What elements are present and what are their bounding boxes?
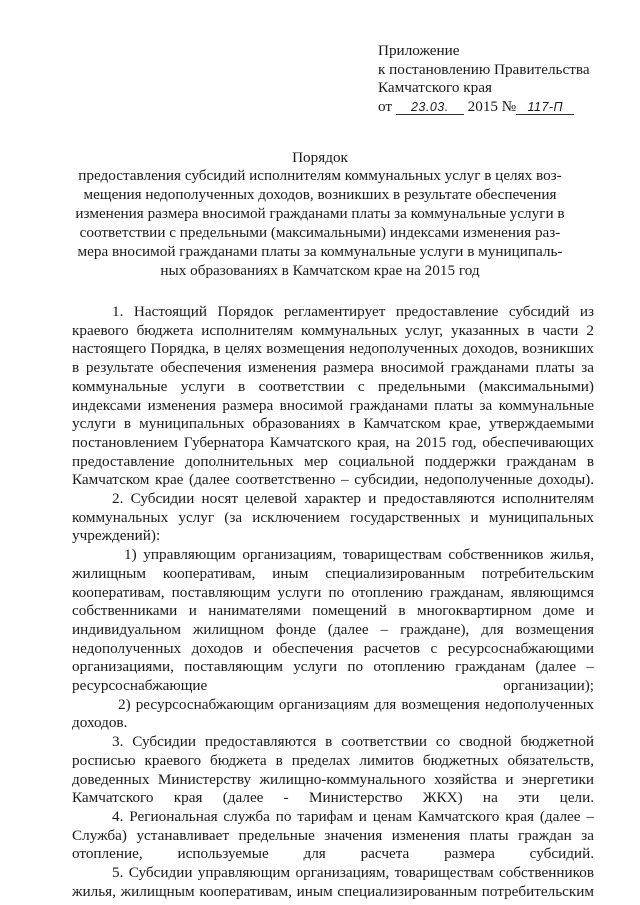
document-body [72,303,594,902]
number-field [516,100,574,115]
paragraph-2-item-2: 2) ресурсоснабжающим организациям для возмещения недополученных доходов. [72,695,594,732]
appendix-line-2: к постановлению Правительства [378,60,590,78]
subtitle-line: мера вносимой гражданами платы за коммунальные услуги в муниципаль- [77,243,563,260]
subtitle-line: предоставления субсидий исполнителям коммунальных услуг в целях воз- [78,167,562,184]
number-handwritten: 117-П [527,99,564,114]
appendix-header [378,42,590,116]
date-handwritten: 23.03. [410,99,449,114]
subtitle-line: изменения размера вносимой гражданами платы за коммунальные услуги в [75,205,565,222]
document-subtitle [30,166,610,280]
paragraph-5: 5. Субсидии управляющим организациям, товариществам собственников жилья, жилищным кооперативам, иным специализированным потребительским [72,864,594,900]
year: 2015 [467,97,498,115]
date-field [396,100,464,115]
date-prefix: от [378,97,393,115]
appendix-date-line [378,98,590,117]
appendix-line-1: Приложение [378,42,460,59]
document-title: Порядок [292,149,348,166]
appendix-line-3: Камчатского края [378,79,492,96]
paragraph-4: 4. Региональная служба по тарифам и ценам Камчатского края (далее – Служба) устанавливает предельные значения изменения платы граждан за отопление, используемые для расчета размера субсидий. [72,807,594,863]
number-sign: № [501,97,517,115]
subtitle-line: мещения недополученных доходов, возникших в результате обеспечения [83,186,557,203]
subtitle-line: ных образованиях в Камчатском крае на 2015 год [160,262,480,279]
paragraph-1: 1. Настоящий Порядок регламентирует предоставление субсидий из краевого бюджета исполнителям коммунальных услуг, указанных в части 2 настоящего Порядка, в целях возмещения недополученных доходов, возникших в результате обеспечения изменения размера вносимой гражданами платы за коммунальные услуги в соответствии с предельными (максимальными) индексами изменения размера вносимой гражданами платы за коммунальные услуги в муниципальных образованиях в Камчатском крае, утверждаемыми постановлением Губернатора Камчатского края, на 2015 год, обеспечивающих предоставление дополнительных мер социальной поддержки гражданам в Камчатском крае (далее соответственно – субсидии, недополученные доходы). [72,303,594,489]
paragraph-2: 2. Субсидии носят целевой характер и предоставляются исполнителям коммунальных услуг (за исключением государственных и муниципальных учреждений): [72,490,594,545]
paragraph-3: 3. Субсидии предоставляются в соответствии со сводной бюджетной росписью краевого бюджета в пределах лимитов бюджетных обязательств, доведенных Министерству жилищно-коммунального хозяйства и энергетики Камчатского края (далее - Министерство ЖКХ) на эти цели. [72,733,594,807]
paragraph-2-item-1: 1) управляющим организациям, товариществам собственников жилья, жилищным кооперативам, иным специализированным потребительским кооперативам, поставляющим услуги по отоплению гражданам, являющимся собственниками и нанимателями помещений в многоквартирном доме и индивидуальном жилищном фонде (далее – граждане), для возмещения недополученных доходов и обеспечения расчетов с ресурсоснабжающими организациями, поставляющим услуги по отоплению гражданам (далее – ресурсоснабжающие организации); [72,546,594,695]
subtitle-line: соответствии с предельными (максимальными) индексами изменения раз- [79,224,561,241]
